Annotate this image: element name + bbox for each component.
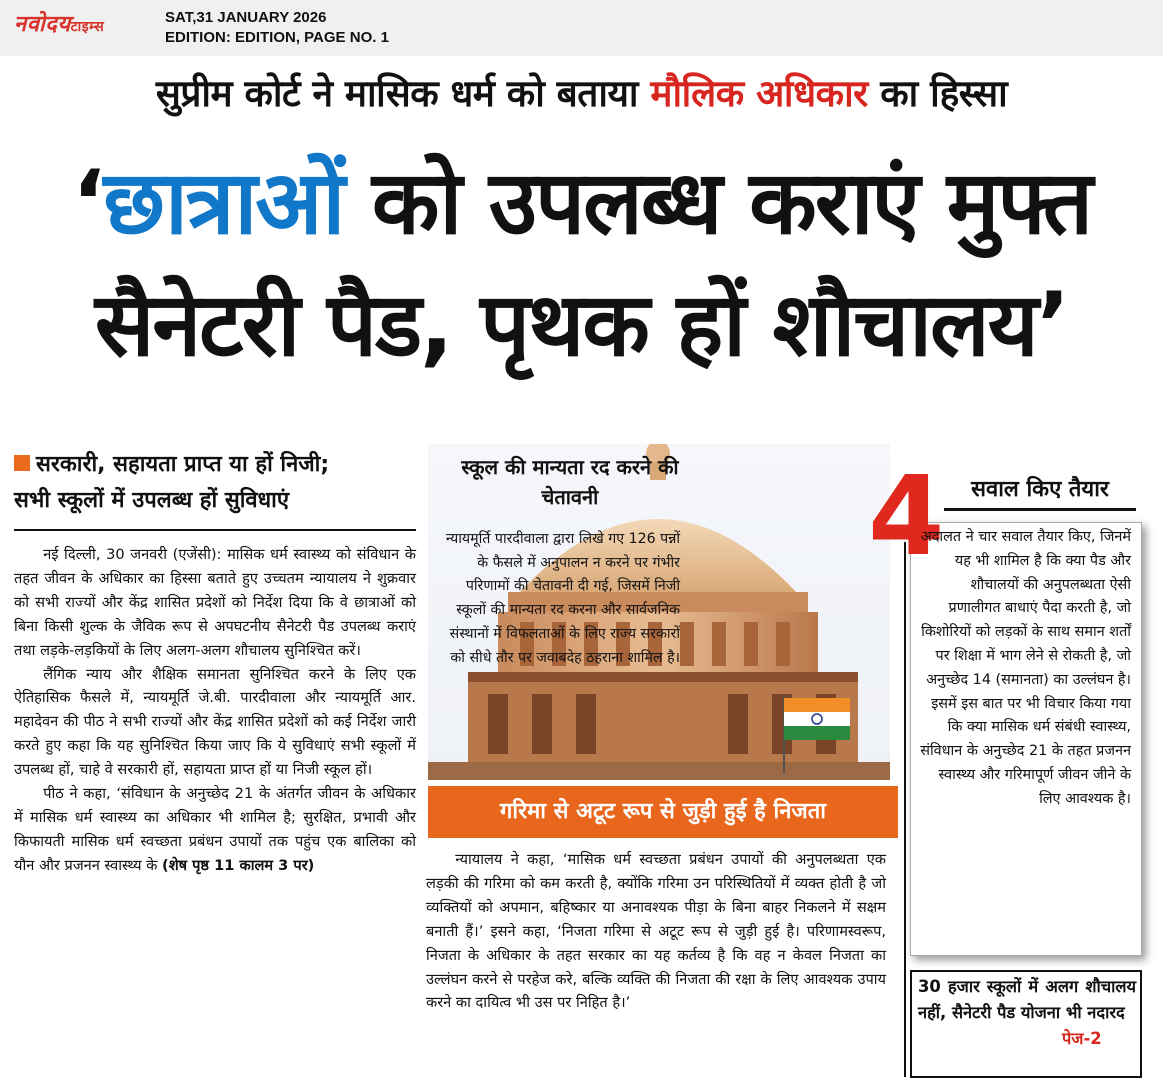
headline-quote-open: ‘ <box>71 151 104 254</box>
divider <box>14 529 416 531</box>
kicker-part1: सुप्रीम कोर्ट ने मासिक धर्म को बताया <box>155 72 651 115</box>
questions-title: सवाल किए तैयार <box>944 472 1136 511</box>
article-body-left <box>14 543 416 878</box>
headline-highlight: छात्राओं <box>103 151 344 254</box>
questions-number: 4 <box>868 452 945 580</box>
subhead-line1: सरकारी, सहायता प्राप्त या हों निजी; <box>36 452 330 477</box>
warning-body: न्यायमूर्ति पारदीवाला द्वारा लिखे गए 126 पन्नों के फैसले में अनुपालन न करने पर गंभीर परिणामों की चेतावनी दी गई, जिसमें निजी स्कूलों की मान्यता रद करना और सार्वजनिक संस्थानों में विफलताओं के लिए राज्य सरकारों को सीधे तौर पर जवाबदेह ठहराना शामिल है। <box>445 531 680 666</box>
privacy-body <box>426 848 886 1015</box>
masthead <box>0 0 1163 56</box>
paragraph-1: नई दिल्ली, 30 जनवरी (एजेंसी): मासिक धर्म स्वास्थ्य को संविधान के तहत जीवन के अधिकार का हिस्सा बताते हुए उच्चतम न्यायालय ने शुक्रवार को सभी राज्यों और केंद्र शासित प्रदेशों को निर्देश दिया कि वे छात्राओं को बिना किसी शुल्क के जैविक रूप से अपघटनीय सैनेटरी पैड उपलब्ध कराएं तथा लड़के-लड़कियों के लिए अलग-अलग शौचालय सुनिश्चित करें। <box>14 546 416 659</box>
related-story-page[interactable]: पेज-2 <box>1062 1029 1102 1048</box>
edition-info <box>165 8 389 48</box>
paragraph-2: लैंगिक न्याय और शैक्षिक समानता सुनिश्चित करने के लिए एक ऐतिहासिक फैसले में, न्यायमूर्ति जे.बी. पारदीवाला और न्यायमूर्ति आर. महादेवन की पीठ ने सभी राज्यों और केंद्र शासित प्रदेशों को कई निर्देश जारी करते हुए कहा कि यह सुनिश्चित किया जाए कि ये सुविधाएं सभी स्कूलों में उपलब्ध हों, चाहे वे सरकारी हों, सहायता प्राप्त हों या निजी स्कूल हों। <box>14 665 416 779</box>
logo-main: नवोदय <box>14 11 71 37</box>
kicker-headline <box>0 62 1163 126</box>
subhead-line2: सभी स्कूलों में उपलब्ध हों सुविधाएं <box>14 488 290 513</box>
paragraph-3-text: पीठ ने कहा, ‘संविधान के अनुच्छेद 21 के अंतर्गत जीवन के अधिकार में मासिक धर्म स्वास्थ्य का अधिकार भी शामिल है; सुरक्षित, प्रभावी और किफायती मासिक धर्म स्वच्छता प्रबंधन उपायों तक पहुंच एक बालिका को यौन और प्रजनन स्वास्थ्य के <box>14 785 416 874</box>
square-bullet-icon <box>14 455 30 471</box>
headline-line1-rest: को उपलब्ध कराएं मुफ्त <box>343 151 1092 254</box>
privacy-paragraph: न्यायालय ने कहा, ‘मासिक धर्म स्वच्छता प्रबंधन उपायों की अनुपलब्धता एक लड़की की गरिमा को कम करती है, क्योंकि गरिमा उन परिस्थितियों में व्यक्त होती है जो व्यक्तियों को अपमान, बहिष्कार या अनावश्यक पीड़ा के बिना बाहर निकलने में सक्षम बनाती हैं।’ इसने कहा, ‘निजता गरिमा से अटूट रूप से जुड़ी हुई है। परिणामस्वरूप, निजता के अधिकार के तहत सरकार का यह कर्तव्य है कि वह न केवल निजता का उल्लंघन करने से परहेज करे, बल्कि व्यक्ति की निजता की रक्षा के लिए आवश्यक उपाय करने का दायित्व भी उस पर निहित है।’ <box>426 851 886 1012</box>
headline-line2: सैनेटरी पैड, पृथक हों शौचालय’ <box>94 273 1069 376</box>
edition-page: EDITION: EDITION, PAGE NO. 1 <box>165 29 389 46</box>
related-story-text[interactable]: 30 हजार स्कूलों में अलग शौचालय नहीं, सैनेटरी पैड योजना भी नदारद <box>918 977 1136 1022</box>
warning-title: स्कूल की मान्यता रद करने की चेतावनी <box>461 455 679 509</box>
kicker-part2: का हिस्सा <box>867 72 1008 115</box>
questions-body: अदालत ने चार सवाल तैयार किए, जिनमें यह भी शामिल है कि क्या पैड और शौचालयों की अनुपलब्धता ऐसी प्रणालीगत बाधाएं पैदा करती है, जो किशोरियों को लड़कों के साथ समान शर्तों पर शिक्षा में भाग लेने से रोकती है, जो अनुच्छेद 14 (समानता) का उल्लंघन है। इसमें इस बात पर भी विचार किया गया कि क्या मासिक धर्म संबंधी स्वास्थ्य, संविधान के अनुच्छेद 21 के तहत प्रजनन स्वास्थ्य और गरिमापूर्ण जीवन जीने के लिए आवश्यक है। <box>920 529 1131 807</box>
paragraph-3 <box>14 782 416 878</box>
newspaper-logo[interactable] <box>14 8 104 38</box>
edition-date: SAT,31 JANUARY 2026 <box>165 9 327 26</box>
main-headline <box>0 142 1163 386</box>
subheadline <box>14 447 414 519</box>
privacy-section-title: गरिमा से अटूट रूप से जुड़ी हुई है निजता <box>428 786 898 838</box>
continued-note[interactable]: (शेष पृष्ठ 11 कालम 3 पर) <box>162 856 315 874</box>
kicker-highlight: मौलिक अधिकार <box>650 72 868 115</box>
column-divider <box>904 542 906 1077</box>
headline-line1 <box>0 142 1163 264</box>
logo-small: टाइम्स <box>70 19 105 35</box>
